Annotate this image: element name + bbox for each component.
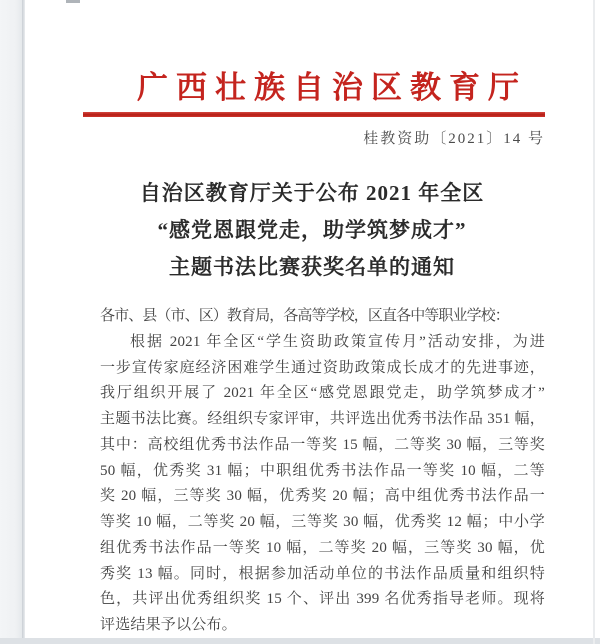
notice-body xyxy=(100,304,545,639)
body-line: 秀奖 13 幅。同时，根据参加活动单位的书法作品质量和组织特 xyxy=(100,565,545,582)
body-line: 50 幅，优秀奖 31 幅；中职组优秀书法作品一等奖 10 幅，二等 xyxy=(100,462,545,479)
notice-title-line: “感党恩跟党走，助学筑梦成才” xyxy=(157,218,467,242)
body-line: 主题书法比赛。经组织专家评审，共评选出优秀书法作品 351 幅， xyxy=(100,411,545,427)
scan-corner-mark xyxy=(66,0,80,3)
body-line: 根据 2021 年全区“学生资助政策宣传月”活动安排，为进 xyxy=(130,333,545,350)
body-line: 等奖 10 幅，二等奖 20 幅，三等奖 30 幅，优秀奖 12 幅；中小学 xyxy=(100,514,545,530)
notice-title xyxy=(24,175,600,286)
body-line: 评选结果予以公布。 xyxy=(100,617,237,633)
page-left-edge xyxy=(0,0,23,644)
letterhead-org-name: 广西壮族自治区教育厅 xyxy=(137,70,527,105)
body-line: 奖 20 幅，三等奖 30 幅，优秀奖 20 幅；高中组优秀书法作品一 xyxy=(100,488,545,505)
notice-title-line: 主题书法比赛获奖名单的通知 xyxy=(169,255,455,279)
page-bottom-edge xyxy=(0,638,600,644)
document-number: 桂教资助〔2021〕14 号 xyxy=(363,131,545,147)
body-line: 一步宣传家庭经济困难学生通过资助政策成长成才的先进事迹， xyxy=(100,359,545,376)
body-line: 色，共评出优秀组织奖 15 个、评出 399 名优秀指导老师。现将 xyxy=(100,591,545,608)
body-line: 我厅组织开展了 2021 年全区“感党恩跟党走，助学筑梦成才” xyxy=(100,385,545,402)
notice-title-line: 自治区教育厅关于公布 2021 年全区 xyxy=(139,181,485,205)
body-line: 组优秀书法作品一等奖 10 幅，二等奖 20 幅，三等奖 30 幅，优 xyxy=(100,539,545,556)
letterhead-divider-rule xyxy=(83,112,545,117)
body-line: 其中：高校组优秀书法作品一等奖 15 幅，二等奖 30 幅，三等奖 xyxy=(100,436,545,453)
salutation-line: 各市、县（市、区）教育局，各高等学校，区直各中等职业学校： xyxy=(100,308,509,324)
